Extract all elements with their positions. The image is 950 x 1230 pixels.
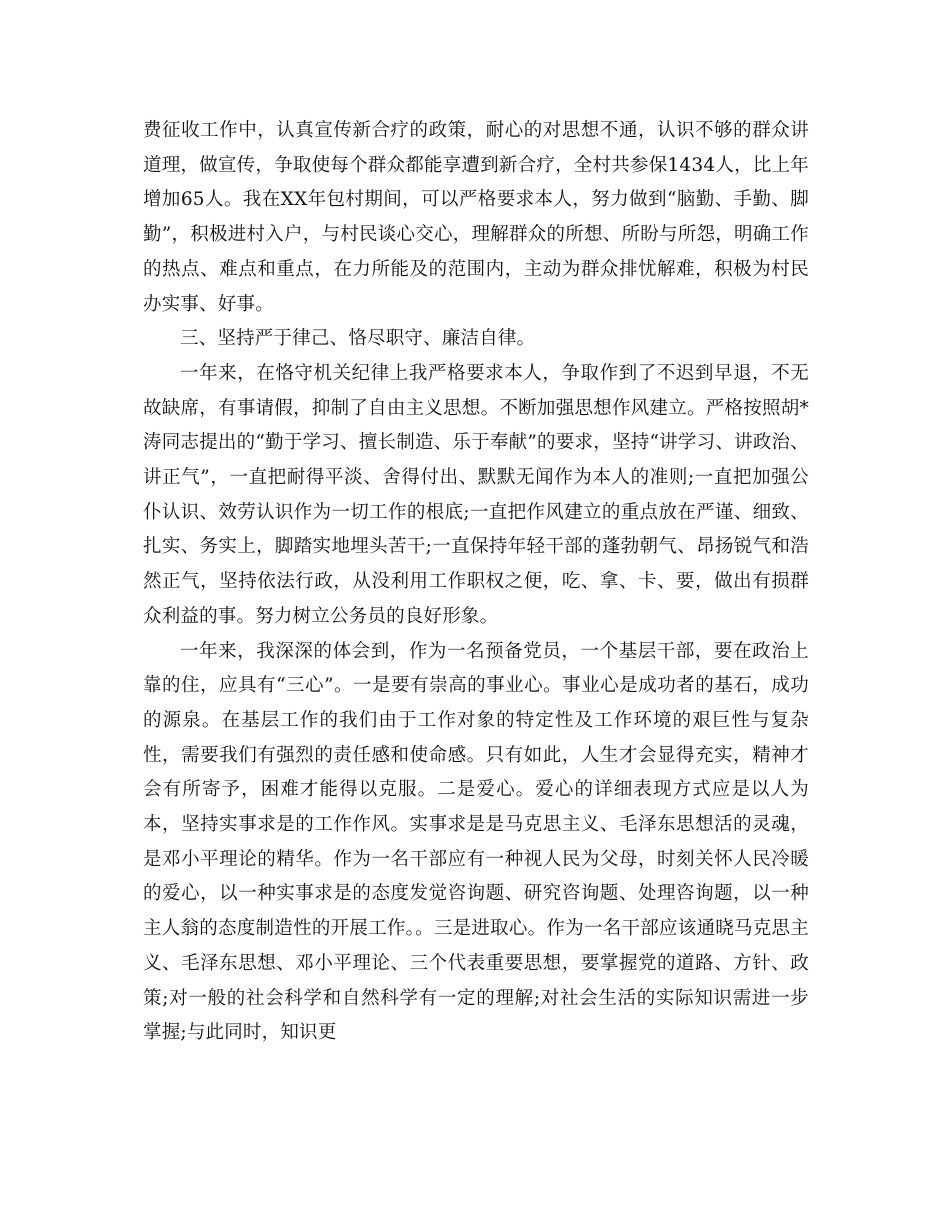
document-page: [143, 114, 809, 1051]
body-paragraph-3: 一年来，我深深的体会到，作为一名预备党员，一个基层干部，要在政治上靠的住，应具有“三心”。一是要有崇高的事业心。事业心是成功者的基石，成功的源泉。在基层工作的我们由于工作对象的特定性及工作环境的艰巨性与复杂性，需要我们有强烈的责任感和使命感。只有如此，人生才会显得充实，精神才会有所寄予，困难才能得以克服。二是爱心。爱心的详细表现方式应是以人为本，坚持实事求是的工作作风。实事求是是马克思主义、毛泽东思想活的灵魂，是邓小平理论的精华。作为一名干部应有一种视人民为父母，时刻关怀人民冷暖的爱心，以一种实事求是的态度发觉咨询题、研究咨询题、处理咨询题，以一种主人翁的态度制造性的开展工作。。三是进取心。作为一名干部应该通晓马克思主义、毛泽东思想、邓小平理论、三个代表重要思想，要掌握党的道路、方针、政策;对一般的社会科学和自然科学有一定的理解;对社会生活的实际知识需进一步掌握;与此同时，知识更: [143, 640, 809, 1044]
body-paragraph-2: 一年来，在恪守机关纪律上我严格要求本人，争取作到了不迟到早退，不无故缺席，有事请假，抑制了自由主义思想。不断加强思想作风建立。严格按照胡*涛同志提出的“勤于学习、擅长制造、乐于奉献”的要求，坚持“讲学习、讲政治、讲正气”，一直把耐得平淡、舍得付出、默默无闻作为本人的准则;一直把加强公仆认识、效劳认识作为一切工作的根底;一直把作风建立的重点放在严谨、细致、扎实、务实上，脚踏实地埋头苦干;一直保持年轻干部的蓬勃朝气、昂扬锐气和浩然正气，坚持依法行政，从没利用工作职权之便，吃、拿、卡、要，做出有损群众利益的事。努力树立公务员的良好形象。: [143, 362, 809, 627]
body-paragraph-1: 费征收工作中，认真宣传新合疗的政策，耐心的对思想不通，认识不够的群众讲道理，做宣传，争取使每个群众都能享遭到新合疗，全村共参保1434人，比上年增加65人。我在XX年包村期间，可以严格要求本人，努力做到“脑勤、手勤、脚勤”，积极进村入户，与村民谈心交心，理解群众的所想、所盼与所怨，明确工作的热点、难点和重点，在力所能及的范围内，主动为群众排忧解难，积极为村民办实事、好事。: [143, 120, 809, 315]
section-heading-3: 三、坚持严于律己、恪尽职守、廉洁自律。: [180, 328, 536, 350]
